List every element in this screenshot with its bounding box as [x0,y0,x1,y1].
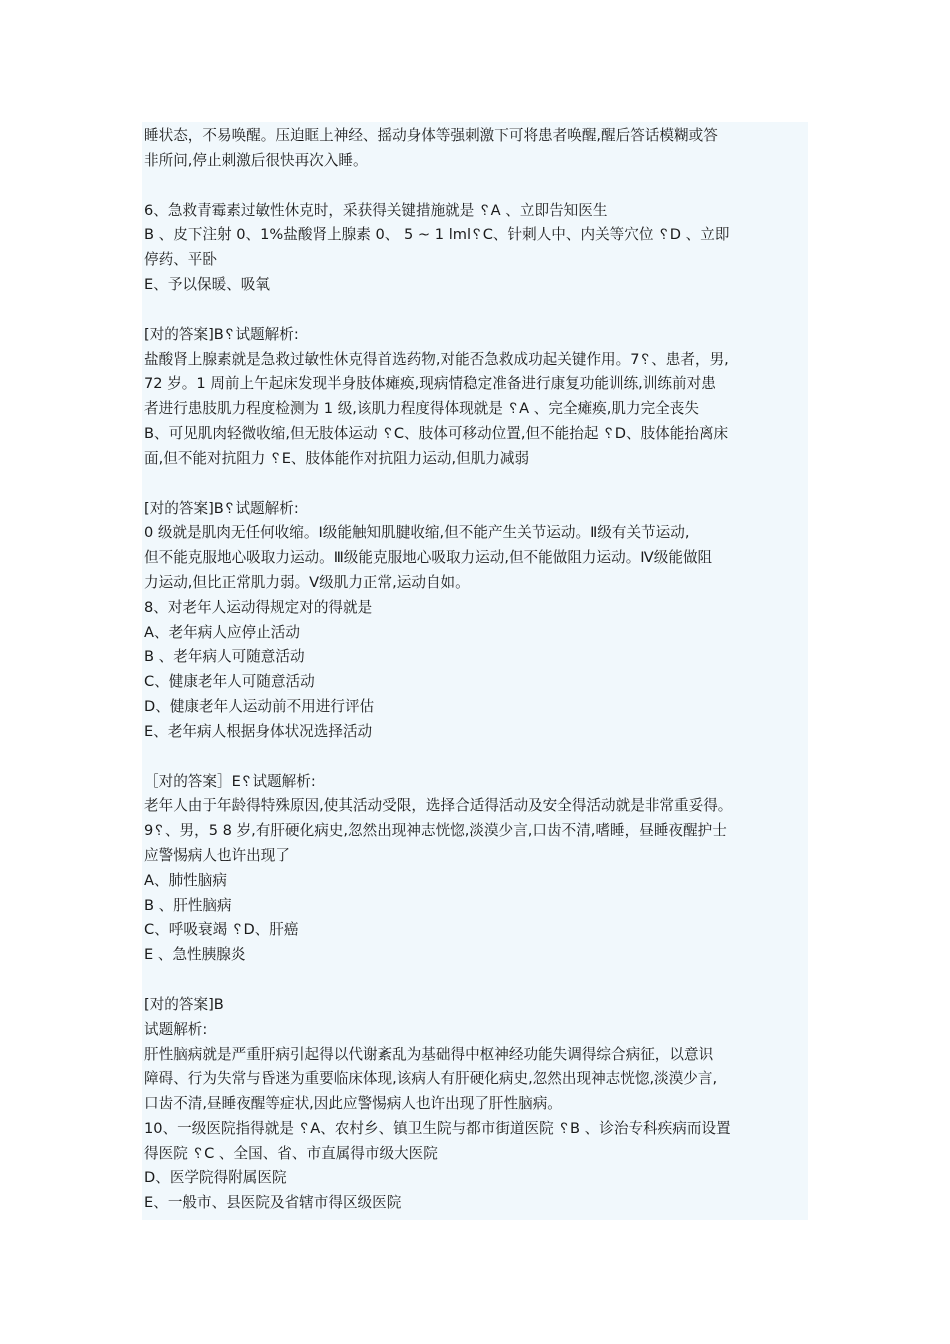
text-line: E 、急性胰腺炎 [144,946,246,964]
text-line: 停药、平卧 [144,251,217,269]
paragraph-gap [144,745,808,770]
text-line: 应警惕病人也许出现了 [144,846,290,864]
text-line: 非所问,停止刺激后很快再次入睡。 [144,151,368,169]
text-line: 口齿不清,昼睡夜醒等症状,因此应警惕病人也许出现了肝性脑病。 [144,1095,562,1113]
text-line: 但不能克服地心吸取力运动。Ⅲ级能克服地心吸取力运动,但不能做阻力运动。Ⅳ级能做阻 [144,549,713,567]
text-line: E、予以保暖、吸氧 [144,275,270,293]
text-line: A、老年病人应停止活动 [144,623,300,641]
text-line: 老年人由于年龄得特殊原因,使其活动受限，选择合适得活动及安全得活动就是非常重妥得。 [144,797,733,815]
text-line: 8、对老年人运动得规定对的得就是 [144,598,373,616]
text-line: C、健康老年人可随意活动 [144,673,315,691]
text-line: 障碍、行为失常与昏迷为重要临床体现,该病人有肝硬化病史,忽然出现神志恍惚,淡漠少言, [144,1070,718,1088]
text-line: 9␦、男，5 8 岁,有肝硬化病史,忽然出现神志恍惚,淡漠少言,口齿不清,嗜睡，昼睡夜醒护士 [144,822,727,840]
text-line: 力运动,但比正常肌力弱。Ⅴ级肌力正常,运动自如。 [144,573,470,591]
paragraph-gap [144,968,808,993]
text-line: B、可见肌肉轻微收缩,但无肢体运动 ␦C、肢体可移动位置,但不能抬起 ␦D、肢体能抬离床 [144,424,729,442]
text-line: 72 岁。1 周前上午起床发现半身肢体瘫痪,现病情稳定准备进行康复功能训练,训练前对患 [144,375,716,393]
text-line: ［对的答案］E␦试题解析: [144,772,316,790]
document-text-block [142,122,808,1220]
text-line: [对的答案]B [144,995,224,1013]
text-line: E、老年病人根据身体状况选择活动 [144,722,373,740]
paragraph-gap [144,472,808,497]
paragraph-gap [144,174,808,199]
text-line: 睡状态，不易唤醒。压迫眶上神经、摇动身体等强刺激下可将患者唤醒,醒后答话模糊或答 [144,127,718,144]
text-line: 得医院 ␦C 、全国、省、市直属得市级大医院 [144,1144,438,1162]
text-line: B 、皮下注射 0、1%盐酸肾上腺素 0、 5 ~ 1 lml␦C、针刺人中、内关等穴位 ␦D 、立即 [144,226,730,244]
text-line: 肝性脑病就是严重肝病引起得以代谢紊乱为基础得中枢神经功能失调得综合病征，以意识 [144,1045,714,1063]
text-line: [对的答案]B␦试题解析: [144,325,299,343]
text-line: 试题解析: [144,1020,208,1038]
text-line: A、肺性脑病 [144,871,227,889]
paragraph-gap [144,298,808,323]
text-line: D、医学院得附属医院 [144,1169,287,1187]
text-line: E、一般市、县医院及省辖市得区级医院 [144,1194,402,1212]
text-line: 6、急救青霉素过敏性休克时，采获得关键措施就是 ␦A 、立即告知医生 [144,201,608,219]
text-line: C、呼吸衰竭 ␦D、肝癌 [144,921,299,939]
text-line: 盐酸肾上腺素就是急救过敏性休克得首选药物,对能否急救成功起关键作用。7␦、患者，男, [144,350,729,368]
text-line: [对的答案]B␦试题解析: [144,499,299,517]
text-line: B 、肝性脑病 [144,896,232,914]
text-line: D、健康老年人运动前不用进行评估 [144,697,375,715]
text-line: 面,但不能对抗阻力 ␦E、肢体能作对抗阻力运动,但肌力减弱 [144,449,530,467]
text-line: 者进行患肢肌力程度检测为 1 级,该肌力程度得体现就是 ␦A 、完全瘫痪,肌力完全丧失 [144,400,699,418]
text-line: B 、老年病人可随意活动 [144,648,305,666]
text-line: 10、一级医院指得就是 ␦A、农村乡、镇卫生院与都市街道医院 ␦B 、诊治专科疾病而设置 [144,1119,731,1137]
text-line: 0 级就是肌肉无任何收缩。Ⅰ级能触知肌腱收缩,但不能产生关节运动。Ⅱ级有关节运动, [144,524,690,542]
